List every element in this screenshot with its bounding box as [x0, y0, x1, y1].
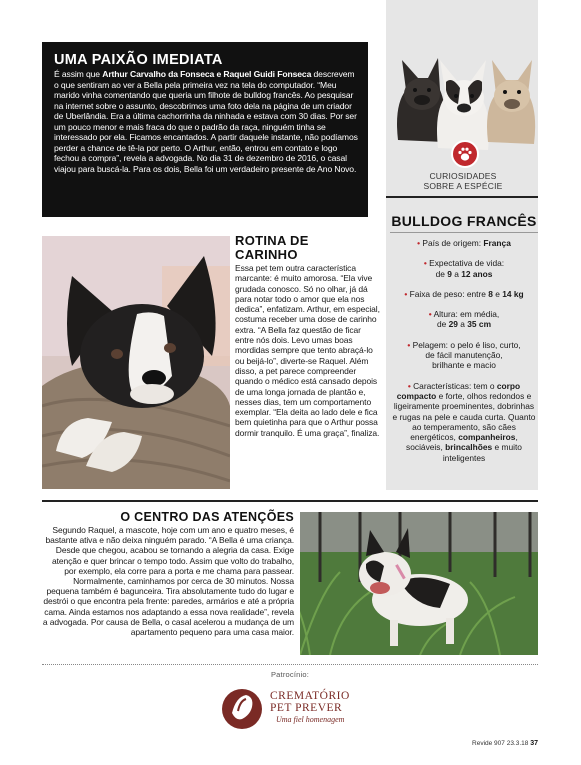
curiosidades-line-2: SOBRE A ESPÉCIE — [423, 181, 503, 191]
fact-height-de: de — [436, 319, 449, 330]
fact-height-a: a — [457, 319, 468, 330]
bullet-icon: • — [423, 258, 427, 269]
fact-origin-value: França — [483, 238, 511, 248]
paixao-text-part-2: descrevem o que sentiram ao ver a Bella pela primeira vez na tela do computador. “Meu marido vinha comentando que queria um filhote de bulldog francês. Ao pesquisar na internet sobre o assunto, descobrimos uma foto dela na página de um criador de Uberlândia. Era a última cachorrinha da ninhada e estava com 30 dias. Por ser um pouco menor e mais fraca do que o padrão da raça, ninguém tinha se interessado por ela. Ficamos encantados. A partir daquele instante, não podíamos perder a chance de tê-la por perto. O Arthur, então, entrou em contato e logo fechou a compra”, revela a advogada. No dia 31 de dezembro de 2016, o casal viajou para buscá-la. Para os dois, Bella foi um verdadeiro presente de Ano Novo. — [54, 69, 358, 174]
fact-origin-label: País de origem: — [422, 238, 484, 248]
paixao-text-part-1: É assim que — [54, 69, 103, 79]
bullet-icon: • — [428, 309, 432, 320]
fact-coat-line-3: brilhante e macio — [432, 360, 496, 371]
rotina-text: Essa pet tem outra característica marcante: é muito amorosa. “Ela vive grudada conosco. Só no olhar, já dá para notar todo o amor que ela nos dedica”, enfatizam. Arthur, em especial, costuma receber uma dose de carinho extra. “A Bella faz questão de ficar entre nós dois. Levo umas boas mordidas sempre que tento abraçá-lo ou beijá-lo”, diverte-se Raquel. Além disso, a pet parece compreender quando o médico está cansado depois de uma longa jornada de plantão e, nesses dias, tem um comportamento exemplar. “Ela deita ao lado dele e fica bem quietinha para que o Arthur possa dormir tranquilo. É uma graça”, finaliza. — [235, 263, 380, 438]
rotina-title — [235, 234, 375, 262]
crematorio-tagline: Uma fiel homenagem — [276, 715, 345, 724]
breed-facts-list — [392, 238, 536, 473]
paw-badge — [451, 140, 479, 168]
fact-life-min: 9 — [447, 268, 452, 279]
dog-on-cushion-photo — [42, 236, 230, 489]
bullet-icon: • — [407, 380, 411, 391]
bullet-icon: • — [417, 238, 421, 248]
fact-coat-line-1: Pelagem: o pelo é liso, curto, — [412, 339, 521, 350]
fact-life — [392, 258, 536, 279]
fact-origin — [392, 238, 536, 248]
paixao-names: Arthur Carvalho da Fonseca e Raquel Guidi Fonseca — [102, 69, 312, 79]
fact-life-label: Expectativa de vida: — [429, 258, 505, 269]
crematorio-logo-icon — [220, 683, 264, 731]
rotina-title-line-2: CARINHO — [235, 247, 298, 262]
pied-bulldog — [437, 60, 489, 150]
curiosidades-label — [388, 171, 538, 191]
fact-traits-part-1: Características: tem o — [413, 380, 497, 391]
fact-weight-label: Faixa de peso: entre — [409, 288, 489, 299]
fact-coat-line-2: de fácil manutenção, — [425, 350, 503, 361]
paw-icon — [458, 146, 472, 162]
paixao-text — [54, 69, 358, 174]
paixao-box — [42, 42, 368, 217]
issue-info: Revide 907 23.3.18 — [472, 740, 531, 747]
page-number: 37 — [530, 740, 538, 747]
fact-life-de: de — [435, 268, 448, 279]
fact-traits-part-4: e muito inteligentes — [442, 442, 522, 463]
fact-weight-max: 14 kg — [502, 288, 524, 299]
fact-height — [392, 309, 536, 330]
patrocinio-label: Patrocínio: — [270, 670, 310, 679]
section-divider — [42, 500, 538, 502]
fact-life-a: a — [451, 268, 462, 279]
fact-height-label: Altura: em média, — [433, 309, 500, 320]
dog-in-garden-photo — [300, 512, 538, 655]
fact-traits-part-3: , sociáveis, — [406, 432, 518, 453]
fact-life-max: 12 anos — [461, 268, 493, 279]
bullet-icon: • — [404, 288, 408, 299]
rotina-title-line-1: ROTINA DE — [235, 233, 309, 248]
curiosidades-line-1: CURIOSIDADES — [429, 171, 497, 181]
dotted-divider — [42, 664, 538, 665]
crematorio-name-line-1: CREMATÓRIO — [270, 690, 350, 702]
fact-weight-min: 8 — [488, 288, 493, 299]
crematorio-name — [270, 690, 390, 714]
fact-coat — [392, 340, 536, 371]
fact-weight-e: e — [492, 288, 503, 299]
fact-height-min: 29 — [448, 319, 458, 330]
fawn-bulldog — [487, 60, 535, 144]
bulldog-frances-title: BULLDOG FRANCÊS — [391, 213, 537, 229]
fact-traits-part-2: e forte, olhos redondos e ligeiramente proeminentes, dobrinhas e rugas na pele e cauda curta. Quanto ao temperamento, são cães energéticos, — [392, 390, 536, 443]
fact-traits-bold-1: corpo compacto — [396, 380, 521, 401]
fact-height-max: 35 cm — [467, 319, 492, 330]
bulldog-title-rule — [390, 232, 538, 233]
fact-traits-bold-3: brincalhões — [445, 442, 493, 453]
centro-title: O CENTRO DAS ATENÇÕES — [120, 510, 294, 524]
crematorio-name-line-2: PET PREVER — [270, 702, 343, 714]
centro-text: Segundo Raquel, a mascote, hoje com um ano e quatro meses, é bastante ativa e não deixa ninguém parado. “A Bella é uma criança. Desde que chegou, acabou se tornando a alegria da casa. Exige atenção e quer brincar o tempo todo. Assim que volto do trabalho, por exemplo, ela corre para a porta e me chama para passear. Normalmente, caminhamos por cerca de 30 minutos. Nossa pequena também é bagunceira. Tira absolutamente tudo do lugar e destrói o que encontra pela frente: paredes, armários e até a própria cama. Ainda estamos nos adaptando a essa nova realidade”, revela a advogada. Por causa de Bella, o casal acelerou a mudança de um apartamento pequeno para uma casa maior. — [42, 525, 294, 638]
page-folio — [440, 740, 538, 747]
sidebar-divider — [386, 196, 538, 198]
fact-traits — [392, 381, 536, 463]
bullet-icon: • — [407, 339, 411, 350]
paixao-title: UMA PAIXÃO IMEDIATA — [54, 52, 223, 68]
fact-weight — [392, 289, 536, 299]
fact-traits-bold-2: companheiros — [458, 432, 516, 443]
